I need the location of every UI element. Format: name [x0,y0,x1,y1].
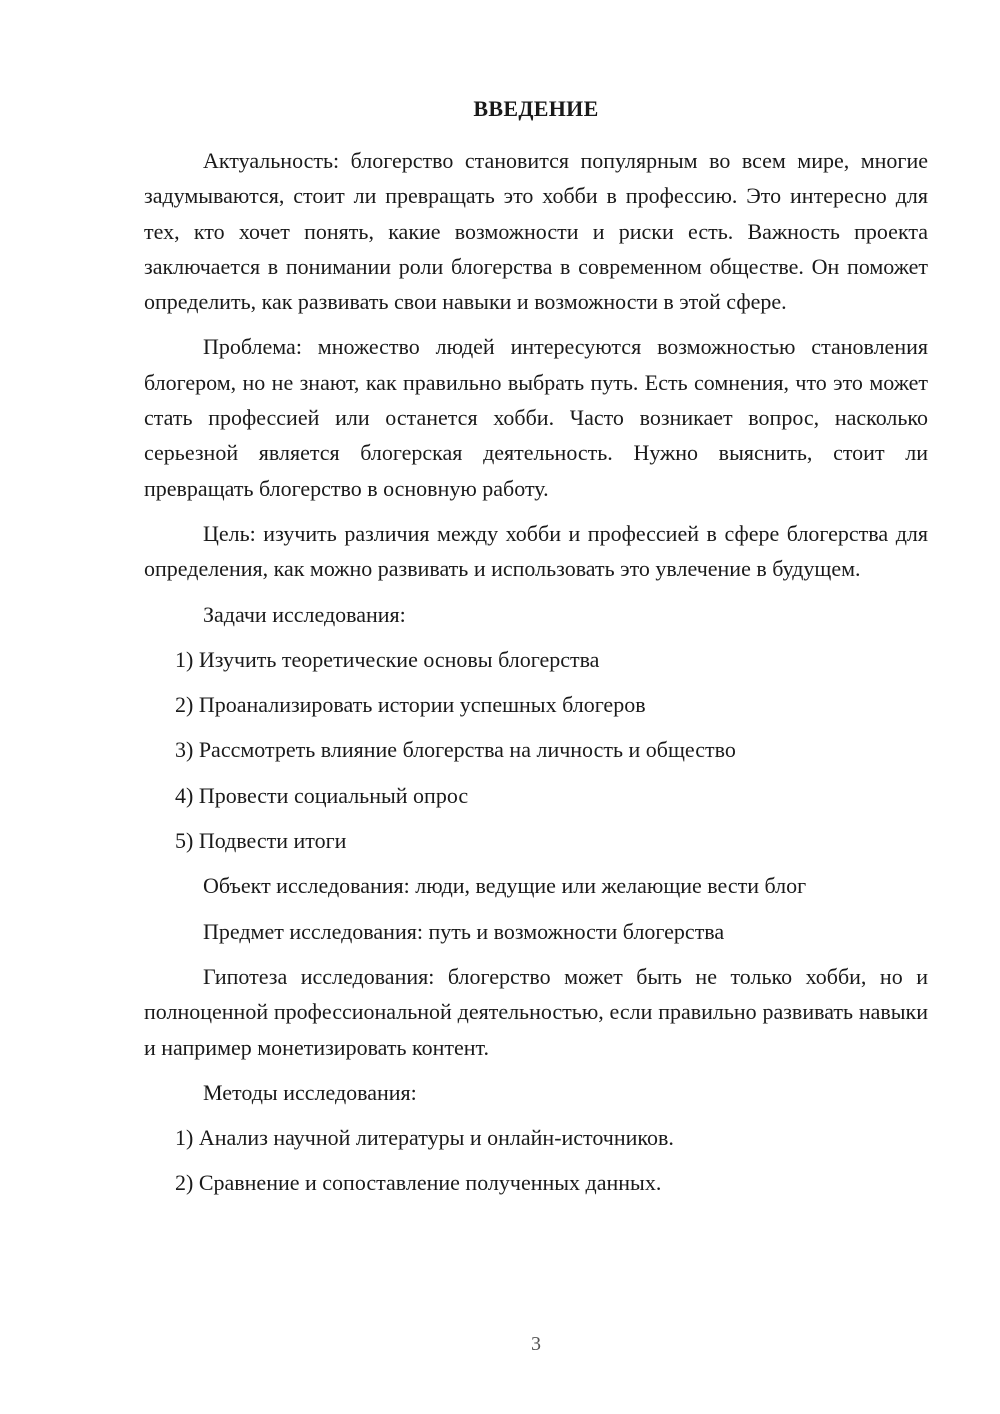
task-item-1: 1) Изучить теоретические основы блогерства [175,646,600,672]
paragraph-goal: Цель: изучить различия между хобби и профессией в сфере блогерства для определения, как можно развивать и использовать это увлечение в будущем. [144,520,928,582]
method-item-2: 2) Сравнение и сопоставление полученных данных. [175,1170,662,1196]
page-title: ВВЕДЕНИЕ [473,96,599,121]
task-item-4: 4) Провести социальный опрос [175,782,469,808]
paragraph-relevance: Актуальность: блогерство становится популярным во всем мире, многие задумываются, стоит ли превращать это хобби в профессию. Это интересно для тех, кто хочет понять, какие возможности и риски есть. Важность проекта заключается в понимании роли блогерства в современном обществе. Он поможет определить, как развивать свои навыки и возможности в этой сфере. [144,148,928,315]
task-item-5: 5) Подвести итоги [175,828,347,854]
page-number: 3 [531,1333,541,1355]
research-object: Объект исследования: люди, ведущие или желающие вести блог [203,873,807,899]
research-subject: Предмет исследования: путь и возможности блогерства [203,918,725,944]
method-item-1: 1) Анализ научной литературы и онлайн-источников. [175,1125,674,1151]
document-body [144,143,928,1211]
methods-heading: Методы исследования: [203,1079,417,1105]
tasks-heading: Задачи исследования: [203,601,406,627]
research-hypothesis: Гипотеза исследования: блогерство может быть не только хобби, но и полноценной профессиональной деятельностью, если правильно развивать навыки и например монетизировать контент. [144,963,928,1060]
task-item-3: 3) Рассмотреть влияние блогерства на личность и общество [175,737,736,763]
paragraph-problem: Проблема: множество людей интересуются возможностью становления блогером, но не знают, как правильно выбрать путь. Есть сомнения, что это может стать профессией или останется хобби. Часто возникает вопрос, насколько серьезной является блогерская деятельность. Нужно выяснить, стоит ли превращать блогерство в основную работу. [144,334,928,501]
task-item-2: 2) Проанализировать истории успешных блогеров [175,692,646,718]
